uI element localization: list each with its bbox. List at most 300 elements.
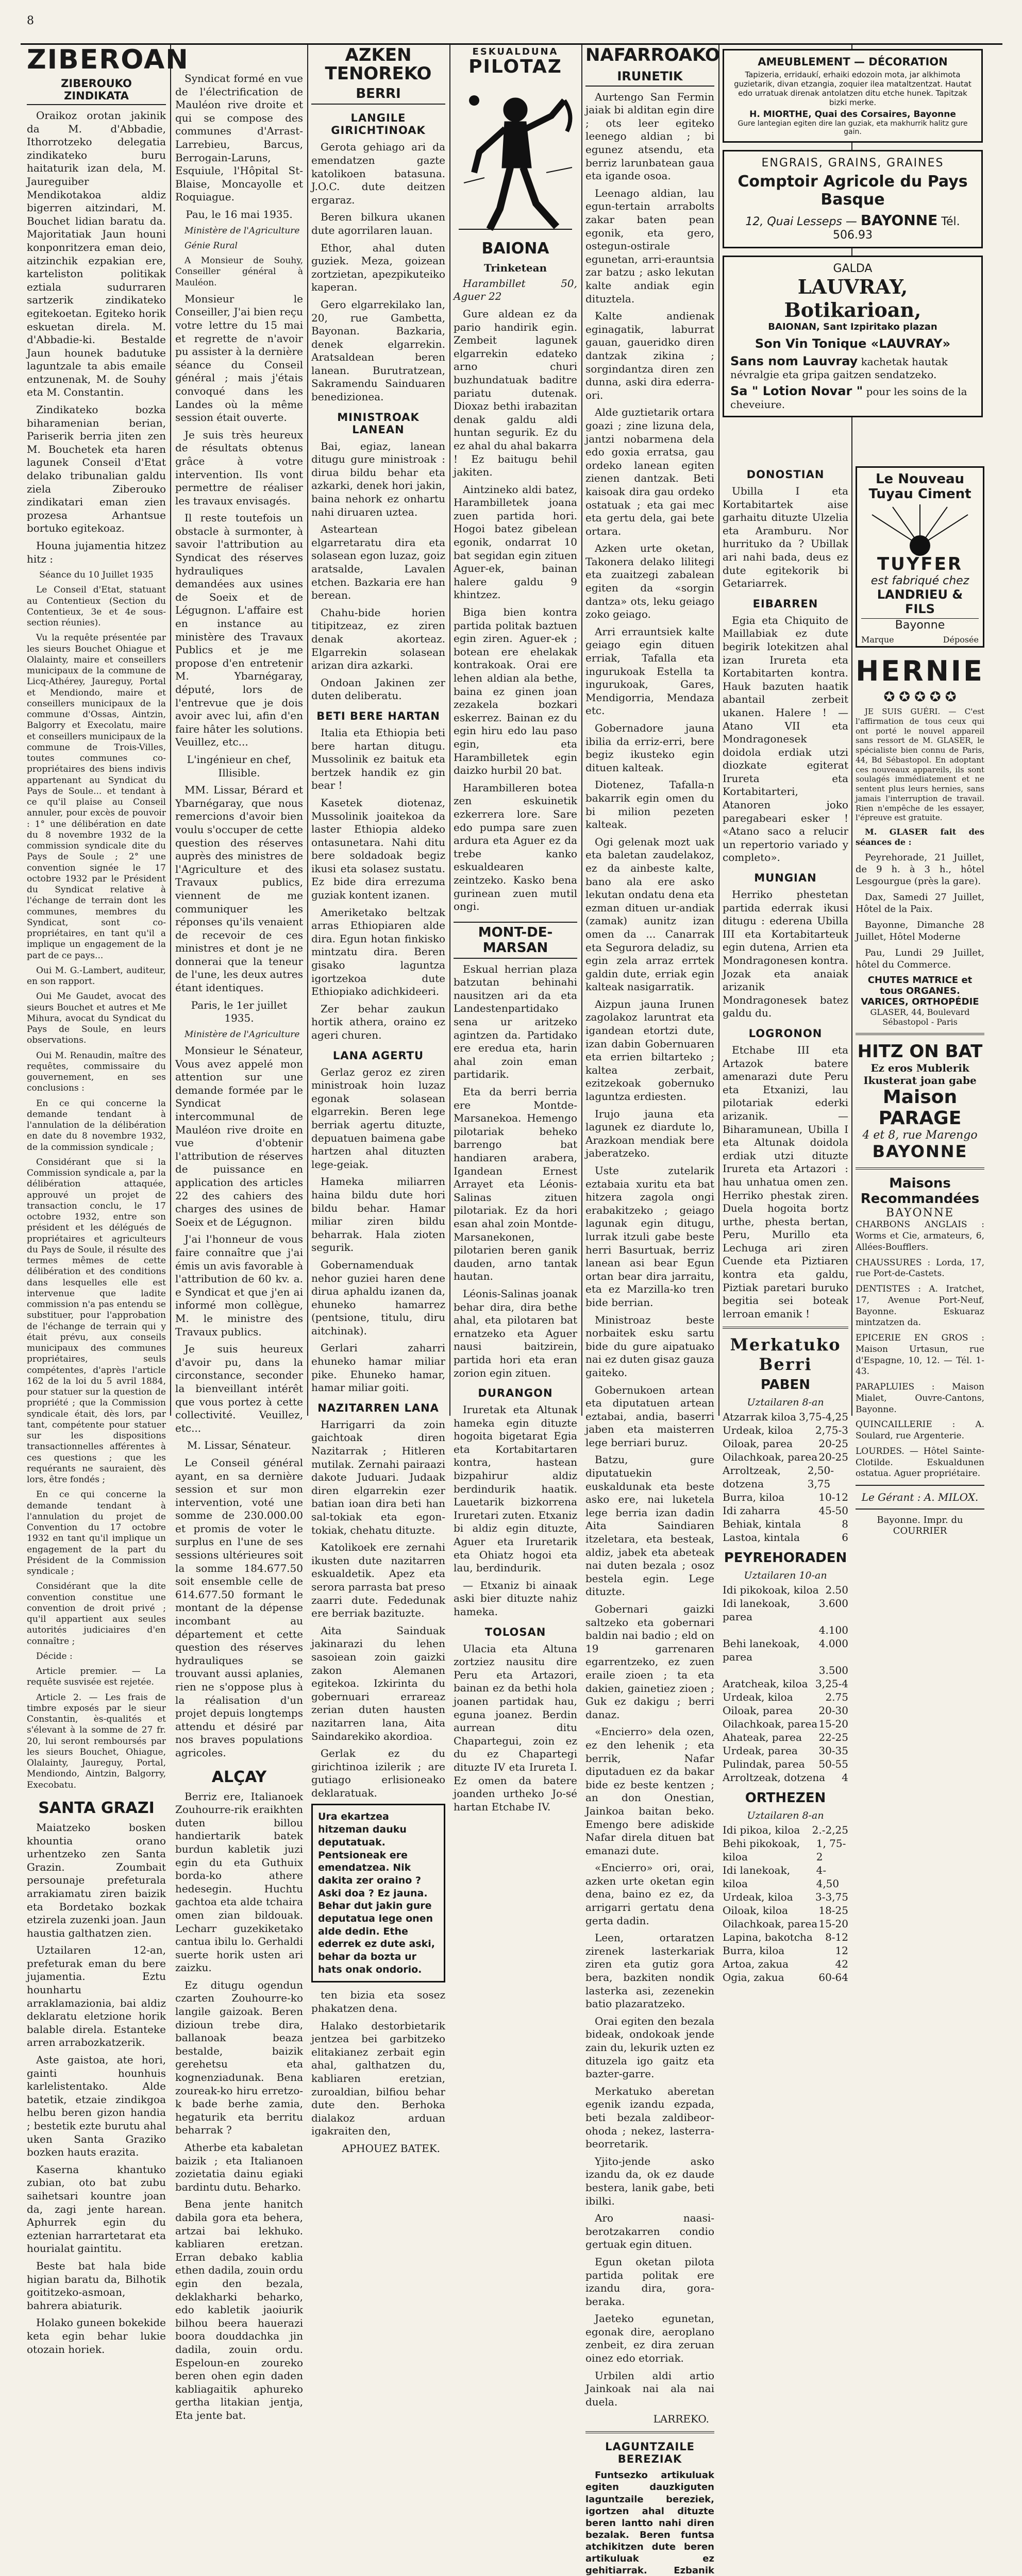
ad-product: Sa " Lotion Novar " bbox=[730, 384, 863, 398]
article-paragraph: Katolikoek ere zernahi ikusten dute nazitarren eskualdetik. Apez eta serora parrasta bat preso zaarri dute. Fededunak ere berriak bazituzte. bbox=[311, 1541, 445, 1620]
ad-address: BAIONAN, Sant Izpiritako plazan bbox=[768, 321, 937, 332]
article-paragraph: Aintzineko aldi batez, Harambilletek joana zuen partida hori. Hogoi batez gibelean egonik, ondarrat 10 bat segidan egin zituen Aguer-ek, bainan halere galdu 9 khintzez. bbox=[454, 483, 577, 601]
directory-entry: PARAPLUIES : Maison Mialet, Ouvre-Cantons, Bayonne. bbox=[856, 1382, 984, 1415]
section-title: NAZITARREN LANA bbox=[317, 1401, 439, 1414]
article-paragraph: Halako destorbietarik jentzea bei garbitzeko elitakianez zerbait egin ahal, galthatzen du, kabliaren eretzian, zuroaldian, bilfiou behar dute den. Berhoka dialakoz arduan igakraiten den, bbox=[311, 2019, 445, 2138]
ad-address: 4 et 8, rue Marengo bbox=[862, 1129, 978, 1142]
article-paragraph: Le Conseil général ayant, en sa dernière session et sur mon intervention, voté une somme de 230.000.00 et promis de voter le surplus en l'une de ses sessions ultérieures soit la somme 184.677.50 soit ensemble celle de 614.677.50 formant le montant de la dépense incombant au département et cette question des réserves hydrauliques se trouvant aussi aplanies, rien ne s'oppose plus à la réalisation d'un projet depuis longtemps attendu et désiré par nos braves populations agricoles. bbox=[175, 1456, 303, 1759]
article-paragraph: Monsieur le Sénateur, Vous avez appelé mon attention sur une demande formée par le Syndicat intercommunal de Mauléon rive droite en vue d'obtenir l'attribution de réserves de puissance en application des articles 22 des cahiers des charges des usines de Soeix et de Légugnon. bbox=[175, 1044, 303, 1228]
market-item: Burra, kiloa bbox=[723, 1491, 785, 1504]
divider bbox=[856, 1167, 984, 1170]
market-row bbox=[723, 1971, 848, 1984]
article-paragraph: Aro naasi-berotzakarren condio gertuak egin dituen. bbox=[585, 2212, 714, 2251]
column-syndicat bbox=[175, 72, 303, 2421]
market-item: Behiak, kintala bbox=[723, 1518, 801, 1531]
section-title: BERRI bbox=[311, 86, 445, 105]
market-price: 4.100 bbox=[818, 1624, 848, 1637]
market-row bbox=[723, 1717, 848, 1731]
gerant: Le Gérant : A. MILOX. bbox=[861, 1491, 979, 1504]
market-row bbox=[723, 1930, 848, 1944]
ad-text: CHUTES MATRICE et tous ORGANES. VARICES, ORTHOPÉDIE bbox=[861, 975, 979, 1008]
article-paragraph: Orai egiten den bezala bideak, ondokoak jende zain du, lekurik uzten ez dituzela igo gaitz eta bazter-garre. bbox=[585, 2014, 714, 2080]
market-price: 45-50 bbox=[818, 1504, 848, 1517]
article-paragraph: En ce qui concerne la demande tendant à l'annulation du projet de Convention du 17 octobre 1932 en tant qu'il implique un engagement de la part du Président de la Commission syndicale ; bbox=[27, 1489, 166, 1577]
market-item: Idi lanekoak, kiloa bbox=[723, 1864, 791, 1890]
market-item: Oiloak, kiloa bbox=[723, 1904, 788, 1917]
market-item: Atzarrak kiloa bbox=[723, 1411, 796, 1423]
market-item: Urdeak, kiloa bbox=[723, 1424, 793, 1437]
article-paragraph: Holako guneen bokekide keta egin behar lukie otozain horiek. bbox=[27, 2316, 166, 2355]
article-paragraph: MM. Lissar, Bérard et Ybarnégaray, que nous remercions d'avoir bien voulu s'occuper de cette question des réserves auprès des ministres de l'Agriculture et des Travaux publics, viennent de me communiquer les réponses qu'ils venaient de recevoir de ces ministres et dont je ne donnerai que la teneur de l'une, les deux autres étant identiques. bbox=[175, 784, 303, 994]
article-paragraph: Je suis très heureux de résultats obtenus grâce à votre intervention. Ils vont permettre de réaliser les travaux envisagés. bbox=[175, 428, 303, 507]
section-title: LANGILE GIRICHTINOAK bbox=[331, 112, 426, 137]
market-item: Oiloak, parea bbox=[723, 1704, 793, 1717]
sun-emblem-icon bbox=[862, 504, 978, 551]
market-row bbox=[723, 1731, 848, 1744]
column-ads-right bbox=[856, 466, 984, 1537]
market-price: 20-25 bbox=[818, 1437, 848, 1450]
article-paragraph: «Encierro» ori, orai, azken urte oketan egin dena, baino ez ez, da arrigarri gertatu dena gerta dadin. bbox=[585, 1861, 714, 1927]
market-price: 60-64 bbox=[818, 1971, 848, 1984]
market-item: Idi pikokoak, kiloa bbox=[723, 1584, 819, 1597]
medal-icon: ✪ bbox=[899, 689, 911, 705]
article-paragraph: Harambillet 50, Aguer 22 bbox=[454, 277, 577, 303]
market-row bbox=[723, 1677, 848, 1690]
article-paragraph: Egun oketan pilota partida politak ere izandu dira, gora-beraka. bbox=[585, 2255, 714, 2308]
section-title: MONT-DE-MARSAN bbox=[454, 922, 577, 959]
article-paragraph: Italia eta Ethiopia beti bere hartan ditugu. Mussolinik ez baituk eta bertzek handik ez gin bear ! bbox=[311, 726, 445, 792]
divider bbox=[585, 2431, 714, 2433]
ad-shop: H. MIORTHE, Quai des Corsaires, Bayonne bbox=[749, 109, 956, 120]
market-date: Uztailaren 8-an bbox=[747, 1810, 824, 1822]
ad-text: JE SUIS GUÉRI. — C'est l'affirmation de tous ceux qui ont porté le nouvel appareil sans ressort de M. GLASER, le spécialiste bien connu de Paris, 44, Bd Sébastopol. En adoptant ces nouveaux appareils, ils sont soulagés immédiatement et ne sentent plus leurs hernies, sans jamais l'interruption de travail. Rien n'empêche de les essayer, l'épreuve est gratuite. bbox=[856, 707, 984, 823]
divider bbox=[723, 1327, 848, 1329]
section-title: ZIBEROUKO ZINDIKATA bbox=[27, 77, 166, 105]
market-date: Uztailaren 10-an bbox=[744, 1570, 827, 1582]
directory-entry: CHARBONS ANGLAIS : Worms et Cie, armateurs, 6, Allées-Boufflers. bbox=[856, 1219, 984, 1252]
ad-text: GLASER, 44, Boulevard Sébastopol - Paris bbox=[870, 1007, 970, 1027]
ad-text: Tapizeria, erridaukí, erhaiki edozoin mota, jar alkhimota guzietarik, divan etzangia, zoquier ilea mataltzentzat. Hautat edo urratuak direnak antolatzen ditu etche hunek. Tapitzak bizki merke. bbox=[734, 70, 971, 107]
ads-top bbox=[723, 49, 983, 411]
ad-line bbox=[730, 384, 975, 411]
ad-mark-row bbox=[861, 635, 979, 645]
market-row bbox=[723, 1757, 848, 1771]
ad-tuyau bbox=[856, 466, 984, 648]
ad-line: Son Vin Tonique «LAUVRAY» bbox=[755, 336, 951, 351]
article-paragraph: Alde guztietarik ortara goazi ; zine lizuna dela, jantzi nobarmena dela edo goxia erratsa, gau ordeko lanean egiten zienen dantzak. Beti kaisoak dira gau ordeko ostatuak ; eta gai mec eta gertu dela, gai bete ortara. bbox=[585, 406, 714, 537]
article-paragraph: Pau, le 16 mai 1935. bbox=[186, 208, 293, 221]
article-paragraph: Aita Sainduak jakinarazi du lehen sasoiean zoin gaizki zakon Alemanen egitekoa. Izkirinta du gobernuari errareaz zerian duten hausten nazitarren lana, Aita Saindarekiko akordioa. bbox=[311, 1624, 445, 1742]
article-paragraph: Merkatuko aberetan egenik izandu ezpada, beti bezala zaldibeor-ohoda ; nekez, lasterra-beorretarik. bbox=[585, 2084, 714, 2150]
article-paragraph: Séance du 10 Juillet 1935 bbox=[39, 570, 154, 581]
market-row bbox=[723, 1410, 848, 1423]
article-paragraph: Egia eta Chiquito de Maillabiak ez dute begirik lotekitzen ahal izan Irureta eta Kortabitarten kontra. Hauk bazuten haatik abantail zerbeit ukanen. Halere ! — Atano VII eta Mondragonesek doidola erdiak utzi diozkate egiterat Irureta eta Kortabitarteri, Atanoren joko paregabeari esker ! «Atano saco a relucir un repertorio variado y completo». bbox=[723, 614, 848, 864]
article-paragraph: M. Lissar, Sénateur. bbox=[187, 1439, 292, 1452]
medal-icon: ✪ bbox=[929, 689, 941, 705]
article-paragraph: Gobernamenduak nehor guziei haren dene dirua aphaldu izanen da, ehuneko hamarrez (pentsione, titulu, diru aitchinak). bbox=[311, 1258, 445, 1337]
article-paragraph: Gobernadore jauna ibilia da erriz-erri, bere begiz ikusteko egin dituen kalteak. bbox=[585, 722, 714, 774]
article-paragraph: Considérant que si la Commission syndicale a, par la délibération attaquée, approuvé un projet de transaction conclu, le 17 octobre 1932, entre son président et les délégués de propriétaires et agriculteurs du Pays de Soule, il résulte des termes mêmes de cette délibération et des conditions dans lesquelles elle est intervenue que ladite commission n'a pas entendu se substituer, pour l'approbation de l'échange de terrain qui y était prévu, aux conseils municipaux des communes propriétaires, seuls compétentes, d'après l'article 162 de la loi du 5 avril 1884, pour statuer sur la question de propriété ; que la Commission syndicale était, dès lors, par tant, compétente pour statuer sur les dispositions transactionnelles afférentes à ces questions ; que les requérants ne sauraient, dès lors, être fondés ; bbox=[27, 1157, 166, 1485]
article-paragraph: Ministère de l'Agriculture bbox=[185, 225, 300, 236]
article-paragraph: Etchabe III eta Artazok batere amenarazi dute Peru eta Etxanizi, lau pilotariak ederki arizanik. — Biharamunean, Ubilla I eta Altunak doidola erdiak utzi dituzte Irureta eta Artazori : hau unhatua omen zen. Herriko phestak ziren. Duela hogoita bortz urthe, phesta bertan, Peru, Murillo eta Lechuga ari ziren Cuende eta Piztiaren kontra eta galdu, Piztiak paretari buruko begitia sei boteak lerroan emanik ! bbox=[723, 1043, 848, 1320]
section-title: IRUNETIK bbox=[585, 69, 714, 87]
market-row bbox=[723, 1890, 848, 1904]
column-azken-tenoreko bbox=[311, 44, 445, 2155]
article-paragraph: Houna jujamentia hitzez hitz : bbox=[27, 539, 166, 565]
ad-ameublement bbox=[723, 49, 983, 143]
article-paragraph: Ulacia eta Altuna zortziez nausitu dire Peru eta Artazori, bainan ez da bethi hola joanen partidak hau, eguna joanez. Berdin aurrean ditu Chapartegui, zoin ez du ez Chapartegi dituzte IV eta Irureta I. Ez omen da batere joanden urtheko Jo-sé hartan Etchabe IV. bbox=[454, 1642, 577, 1813]
market-row bbox=[723, 1823, 848, 1837]
ad-text: Pau, Lundi 29 Juillet, hôtel du Commerce. bbox=[856, 947, 984, 971]
ad-text: Gure lantegian egiten dire lan guziak, eta makhurrik halitz gure gain. bbox=[738, 120, 968, 136]
market-price: 8 bbox=[842, 1518, 848, 1531]
market-price: 20-25 bbox=[818, 1451, 848, 1464]
directory-entry: CHAUSSURES : Lorda, 17, rue Port-de-Castets. bbox=[856, 1257, 984, 1279]
ad-lauvray bbox=[723, 256, 983, 417]
article-paragraph: Kalte andienak eginagatik, laburrat gauan, gaueridko diren dantzak zikina ; sorgindantza diren zen dunna, aski dira ederra-ori. bbox=[585, 310, 714, 401]
article-paragraph: Gerlak ez du girichtinoa izilerik ; are gutiago erlisioneako deklaratuak. bbox=[311, 1747, 445, 1799]
directory-entry: EPICERIE EN GROS : Maison Urtasun, rue d'Espagne, 10, 12. — Tél. 1-43. bbox=[856, 1333, 984, 1377]
article-paragraph: Hameka miliarren haina bildu dute hori bildu behar. Hamar miliar ziren bildu beharrak. Hala zioten segurik. bbox=[311, 1175, 445, 1254]
market-price: 2.-2,25 bbox=[812, 1824, 848, 1837]
section-title: ALÇAY bbox=[211, 1768, 267, 1786]
ad-name: LAUVRAY, Botikarioan, bbox=[784, 275, 922, 321]
market-price: 4 bbox=[842, 1771, 848, 1784]
ad-city: BAYONNE bbox=[885, 1207, 954, 1220]
market-item: Behi lanekoak, parea bbox=[723, 1637, 800, 1664]
market-price: 3.500 bbox=[818, 1664, 848, 1677]
article-paragraph: Gure aldean ez da pario handirik egin. Zembeit lagunek elgarrekin edateko arno churi buzhundatuak baditre pariatu dutenak. Dioxaz bethi irabazitan denak galdu aldi huntan segurik. Ez du ez ahal du ahal bakarra ! Ez baitugu behil jakiten. bbox=[454, 307, 577, 479]
market-row bbox=[723, 1863, 848, 1890]
market-price: 2,50-3,75 bbox=[807, 1464, 834, 1490]
article-paragraph: Asteartean elgarretaratu dira eta solasean egon luzaz, goiz aratsalde, Lavalen etchen. Bazkaria ere han berean. bbox=[311, 523, 445, 602]
ad-address: 12, Quai Lesseps — BAYONNE Tél. 506.93 bbox=[745, 212, 960, 242]
printer: Bayonne. Impr. du COURRIER bbox=[877, 1515, 963, 1537]
column-rule bbox=[170, 44, 171, 1416]
market-row bbox=[723, 1464, 848, 1490]
ad-name: Comptoir Agricole du Pays Basque bbox=[738, 173, 968, 209]
article-paragraph: Gero elgarrekilako lan, 20, rue Gambetta, Bayonan. Bazkaria, denek elgarrekin. Aratsaldean beren lanean. Burutratzean, Sakramendu Sainduaren benedizionea. bbox=[311, 298, 445, 403]
article-paragraph: Gerota gehiago ari da emendatzen gazte katolikoen batasuna. J.O.C. dute deitzen ergaraz. bbox=[311, 141, 445, 206]
article-paragraph: Uztailaren 12-an, prefeturak eman du bere jujamentia. Eztu hounhartu arraklamazionia, bai aldiz deklaratu eletzione horik balable direla. Estanteke arren arrabozkatzerik. bbox=[27, 1944, 166, 2049]
article-paragraph: Funtsezko artikuluak egiten dauzkiguten laguntzaile bereziek, igortzen ahal dituzte beren lantto nahi diren bezalak. Beren funtsa atchikitzen dute beren artikuluak ez gehitiarrak. Ezbanik bbox=[585, 2470, 714, 2576]
market-row bbox=[723, 1837, 848, 1863]
ad-name: Maison PARAGE bbox=[878, 1087, 962, 1129]
ad-text: Peyrehorade, 21 Juillet, de 9 h. à 3 h., hôtel Lesgourgue (près la gare). bbox=[856, 852, 984, 887]
market-price: 42 bbox=[835, 1958, 848, 1971]
medal-icon: ✪ bbox=[883, 689, 895, 705]
market-table bbox=[723, 1823, 848, 1984]
directory-entry: QUINCAILLERIE : A. Soulard, rue Argenterie. bbox=[856, 1419, 984, 1442]
market-item: Artoa, zakua bbox=[723, 1958, 789, 1971]
article-paragraph: Yjito-jende asko izandu da, ok ez daude bestera, lanik gabe, beti ibilki. bbox=[585, 2155, 714, 2207]
notice-box bbox=[311, 1804, 445, 1982]
ad-title: Maisons Recommandées bbox=[860, 1176, 980, 1207]
signature: APHOUEZ BATEK. bbox=[342, 2142, 440, 2155]
nafarroako-masthead: NAFARROAKO bbox=[585, 45, 720, 65]
market-row bbox=[723, 1490, 848, 1504]
article-paragraph: — Etxaniz bi ainaak aski bier dituzte nahiz hameka. bbox=[454, 1579, 577, 1618]
article-paragraph: Kaserna khantuko zubian, oto bat zubu saihetsari kountre joan da, zagi jente harean. Aphurrek egin du eztenian harrartetarat eta hourialat gaintitu. bbox=[27, 2163, 166, 2255]
column-nafarroako bbox=[585, 44, 720, 2576]
article-paragraph: Ministère de l'Agriculture bbox=[185, 1029, 300, 1040]
ad-mark: Marque bbox=[861, 635, 894, 645]
column-ziberoan bbox=[27, 44, 189, 2355]
article-paragraph: Le Conseil d'Etat, statuant au Contentieux (Section du Contentieux, 3e et 4e sous-section réunies). bbox=[27, 585, 166, 629]
ziberoan-masthead: ZIBEROAN bbox=[27, 44, 189, 75]
market-item: Urdeak, kiloa bbox=[723, 1891, 793, 1904]
divider bbox=[856, 1509, 984, 1510]
ad-phone: Tél. 506.93 bbox=[833, 215, 960, 242]
market-row bbox=[723, 1437, 848, 1450]
ad-city: Bayonne bbox=[861, 618, 979, 632]
article-paragraph: Bena jente hanitch dabila gora eta behera, artzai bai lekhuko. kabliaren eretzan. Erran debako kablia ethen dadila, zouin ordu egin den bezala, deklakharki beharko, edo kabletik jaoiurik bilhou beera hauerazi boora douddachka jin dadila, zouin ordu. Espeloun-en zoureko beren ohen egin daden kabliagaitik aphureko gertha litakian jentja, Eta jente bat. bbox=[175, 2198, 303, 2421]
market-row bbox=[723, 1690, 848, 1704]
section-title: DONOSTIAN bbox=[746, 468, 825, 481]
article-paragraph: Syndicat formé en vue de l'électrification de Mauléon rive droite et qui se compose des communes d'Arrast-Larrebieu, Barcus, Berrogain-Laruns, Esquiule, l'Hôpital St-Blaise, Moncayolle et Roquiague. bbox=[175, 72, 303, 204]
article-paragraph: «Encierro» dela ozen, ez den lehenik ; eta berrik, Nafar diputaduen ez da bakar bide ez beste kentzen ; an don Onestian, Jainkoa baitan beko. Emengo bere adiskide Nafar direla dituen bat emanazi dute. bbox=[585, 1725, 714, 1857]
section-title: EIBARREN bbox=[752, 597, 818, 610]
market-item: Oiloak, parea bbox=[723, 1437, 793, 1450]
market-date: Uztailaren 8-an bbox=[747, 1397, 824, 1409]
market-price: 3.600 bbox=[818, 1597, 848, 1610]
market-row bbox=[723, 1583, 848, 1597]
market-row bbox=[723, 1704, 848, 1717]
market-item: Arroltzeak, dotzena bbox=[723, 1771, 826, 1784]
market-price: 30-35 bbox=[818, 1744, 848, 1757]
ad-text: pour les soins de la cheveiure. bbox=[730, 385, 967, 411]
article-paragraph: Gerlaz geroz ez ziren ministroak hoin luzaz egonak solasean elgarrekin. Beren lege berriak agertu dituzte, depuatuen baimena gabe hartzen ahal dituzten lege-geiak. bbox=[311, 1065, 445, 1171]
article-paragraph: Irujo jauna eta lagunek ez diardute lo, Arazkoan mendiak bere jaberatzeko. bbox=[585, 1107, 714, 1160]
article-paragraph: Harambilleren botea zen eskuinetik ezkerrera lore. Sare edo pumpa sare zuen ardura eta Aguer ez da trebe kanko eskualdearen zeintzeko. Kasko bena gurinean zuen mutil ongi. bbox=[454, 781, 577, 913]
market-price: 18-25 bbox=[818, 1904, 848, 1917]
notice-text: Ura ekartzea hitzeman dauku deputatuak. Pentsioneak ere emendatzea. Nik dakita zer oraino ? Aski doa ? Ez jauna. Behar dut jakin gure deputatua lege onen alde dedin. Ethe ederrek ez dute aski, behar da bozta ur hats onak ondorio. bbox=[318, 1811, 435, 1975]
article-paragraph: L'ingénieur en chef, Illisible. bbox=[187, 753, 292, 779]
market-row bbox=[723, 1957, 848, 1971]
article-paragraph: Il reste toutefois un obstacle à surmonter, à savoir l'attribution au Syndicat des réserves hydrauliques demandées aux usines de Soeix et de Légugnon. L'affaire est en instance au ministère des Travaux Publics et je me propose d'en entretenir M. Ybarnégaray, député, lors de l'entrevue que je dois avoir avec lui, afin d'en faire hâter les solutions. Veuillez, etc... bbox=[175, 512, 303, 749]
directory-entry: LOURDES. — Hôtel Sainte-Clotilde. Eskualdunen ostatua. Aguer propriétaire. bbox=[856, 1446, 984, 1479]
article-paragraph: Urbilen aldi artio Jainkoak nai ala nai duela. bbox=[585, 2369, 714, 2408]
article-paragraph: En ce qui concerne la demande tendant à l'annulation de la délibération en date du 8 novembre 1932, de la commission syndicale ; bbox=[27, 1098, 166, 1153]
column-pilotaz bbox=[454, 44, 577, 1813]
ad-city: BAYONNE bbox=[872, 1142, 968, 1162]
market-item: Aratcheak, kiloa bbox=[723, 1677, 808, 1690]
section-title: TOLOSAN bbox=[484, 1625, 546, 1638]
article-paragraph: Oui M. G.-Lambert, auditeur, en son rapport. bbox=[27, 965, 166, 987]
column-rule bbox=[718, 44, 719, 1416]
market-row bbox=[723, 1450, 848, 1464]
ad-brand: TUYFER bbox=[877, 554, 963, 575]
hernie-title: HERNIE bbox=[856, 655, 984, 687]
market-item: Lapina, bakotcha bbox=[723, 1931, 813, 1944]
article-paragraph: Oui Me Gaudet, avocat des sieurs Bouchet et autres et Me Mihura, avocat du Syndicat du Pays de Soule, en leurs observations. bbox=[27, 991, 166, 1046]
ad-text: kachetak hautak névralgie eta gripa gaitzen sendatzeko. bbox=[730, 355, 948, 381]
market-row bbox=[723, 1623, 848, 1637]
market-price: 2.50 bbox=[825, 1584, 848, 1597]
market-price: 15-20 bbox=[818, 1718, 848, 1731]
market-town: PEYREHORADEN bbox=[724, 1550, 847, 1566]
market-price: 20-30 bbox=[818, 1704, 848, 1717]
market-row bbox=[723, 1664, 848, 1677]
ad-comptoir bbox=[723, 150, 983, 248]
article-paragraph: Considérant que la dite convention constitue une convention de droit privé ; qu'il appartient aux seules autorités judiciaires d'en connaître ; bbox=[27, 1581, 166, 1647]
article-paragraph: Gerlari zaharri ehuneko hamar miliar pike. Ehuneko hamar, hamar miliar goiti. bbox=[311, 1342, 445, 1394]
divider bbox=[856, 1485, 984, 1486]
market-price: 3,25-4 bbox=[815, 1677, 848, 1690]
article-paragraph: Ameriketako beltzak arras Ethiopiaren alde dira. Egun hotan finkisko mintzatu dira. Beren gisako laguntza igortzekoa dute Ethiopiako adichkideeri. bbox=[311, 906, 445, 998]
article-paragraph: Azken urte oketan, Takonera delako lilitegi eta zuaitzegi zabalean egiten da «sorgin dantza» ots, leku geiago zoko geiago. bbox=[585, 542, 714, 621]
directory-entry: DENTISTES : A. Iratchet, 17, Avenue Port-Neuf, Bayonne. Eskuaraz mintzatzen da. bbox=[856, 1284, 984, 1328]
market-row bbox=[723, 1944, 848, 1957]
article-paragraph: Beste bat hala bide higian baratu da, Bilhotik goititzeko-asmoan, bahrera abiaturik. bbox=[27, 2259, 166, 2312]
article-paragraph: Ogi gelenak mozt uak eta baletan zaudelakoz, ez da ainbeste kalte, bano ala ere asko lekutan ondatu dena eta ezman dituen ur-andiak (zamak) aunitz izan omen da ... Canarrak eta Segurora deladiz, su egin zela arraz errtek galdin dute, erriak egin kalteak nasigarratik. bbox=[585, 835, 714, 993]
article-paragraph: Harrigarri da zoin gaichtoak diren Nazitarrak ; Hitleren mutilak. Zernahi pairaazi dakote Juduari. Judaak diren elgarrekin ezer batian ioan dira beti han sal-tokiak eta egon-tokiak, chehatu dituzte. bbox=[311, 1418, 445, 1536]
market-price: 6 bbox=[842, 1531, 848, 1544]
pelota-player-illustration bbox=[454, 80, 577, 234]
market-item: Oilachkoak, parea bbox=[723, 1918, 818, 1930]
article-paragraph: Ethor, ahal duten guziek. Meza, goizean zortzietan, apezpikuteiko kaperan. bbox=[311, 241, 445, 294]
ad-maker: LANDRIEU & FILS bbox=[877, 587, 963, 617]
article-paragraph: Gobernukoen artean eta diputatuen artean eztabai, andia, baserri jaben eta maisterren lege berriari buruz. bbox=[585, 1383, 714, 1449]
divider bbox=[856, 1033, 984, 1035]
market-price: 4-4,50 bbox=[816, 1864, 840, 1890]
ad-title: AMEUBLEMENT — DÉCORATION bbox=[758, 56, 948, 68]
article-paragraph: Monsieur le Conseiller, J'ai bien reçu votre lettre du 15 mai et regrette de n'avoir pu assister à la dernière séance du Conseil général ; mais j'étais convoqué dans les Landes où la même session était ouverte. bbox=[175, 292, 303, 424]
ad-text: M. GLASER fait des séances de : bbox=[856, 827, 984, 847]
article-paragraph: Maiatzeko bosken khountia orano urhentzeko zen Santa Grazin. Zoumbait persounaje prefeturala arrakiamatu ziren baizik eta Bordetako bozkak etzirela zuzenki joan. Jaun haustia galthatzen zien. bbox=[27, 1821, 166, 1939]
market-price: 12 bbox=[835, 1944, 848, 1957]
pilotaz-masthead: PILOTAZ bbox=[468, 56, 562, 77]
article-paragraph: Batzu, gure diputatuekin euskaldunak eta beste asko ere, nai luketela lege berria izan dadin Aita Saindiaren itzeletara, eta besteak, aldiz, jabek eta abeteak nai duten bezala ; osoz bestela egin. Lege dituzte. bbox=[585, 1453, 714, 1598]
section-title: LANA AGERTU bbox=[332, 1049, 424, 1062]
market-price: 1, 75-2 bbox=[816, 1837, 846, 1863]
article-paragraph: Atherbe eta kabaletan baizik ; eta Italianoen zozietatia dainu egiaki bardintu dutu. Beharko. bbox=[175, 2141, 303, 2193]
market-price: 15-20 bbox=[818, 1918, 848, 1930]
article-paragraph: Paris, le 1er juillet 1935. bbox=[191, 998, 288, 1025]
eskualduna-label: ESKUALDUNA bbox=[472, 46, 559, 57]
market-item: Ogia, zakua bbox=[723, 1971, 784, 1984]
market-row bbox=[723, 1423, 848, 1437]
article-paragraph: Je suis heureux d'avoir pu, dans la circonstance, seconder la bienveillant intérêt que vous portez à cette collectivité. Veuillez, etc... bbox=[175, 1343, 303, 1434]
section-title: BAIONA bbox=[481, 239, 549, 258]
article-paragraph: Iruretak eta Altunak hameka egin dituzte hogoita bigetarat Egia eta Kortabitartaren kontra, hastean bizpahirur aldiz berdindurik haatik. Lauetarik bizkorrena Iruretari zuten. Etxaniz bi aldiz egin dituzte, Aguer eta Iruretarik eta Ohiatz hogoi eta lau, berdindurik. bbox=[454, 1403, 577, 1574]
article-paragraph: Décide : bbox=[36, 1651, 73, 1662]
article-paragraph: Herriko phestetan partida ederrak ikusi ditugu : ederena Ubilla III eta Kortabitarteuk egin dutena, Arrien eta Mondragonesen kontra. Jozak eta anaiak arizanik Mondragonesek batez galdu du. bbox=[723, 888, 848, 1020]
section-title: BETI BERE HARTAN bbox=[316, 709, 440, 722]
ad-title: Le Nouveau Tuyau Ciment bbox=[868, 471, 971, 502]
market-item: Pulindak, parea bbox=[723, 1758, 805, 1771]
market-price: 2,75-3 bbox=[815, 1424, 848, 1437]
ad-city: BAYONNE bbox=[860, 212, 938, 229]
market-row bbox=[723, 1517, 848, 1531]
azken-tenoreko-masthead: AZKEN TENOREKO bbox=[325, 45, 432, 84]
market-item: Behi pikokoak, kiloa bbox=[723, 1837, 800, 1863]
signature: LARREKO. bbox=[653, 2413, 709, 2426]
section-subtitle: Trinketean bbox=[483, 261, 547, 274]
article-paragraph: Chahu-bide horien titipitzeaz, ez ziren denak akorteaz. Elgarrekin solasean arizan dira azkarki. bbox=[311, 606, 445, 672]
article-paragraph: Zer behar zaukun hortik athera, oraino ez ageri churen. bbox=[311, 1002, 445, 1041]
article-paragraph: Ez ditugu ogendun czarten Zouhourre-ko langile gaizoak. Beren dizioun trebe dira, ballanoak beaza bestalde, baizik gerehetsu eta kognenziadunak. Bena zoureak-ko hiru erretzo-k bade berhe zamia, hegaturik eta berritu beharrak ? bbox=[175, 1978, 303, 2137]
article-paragraph: Diotenez, Tafalla-n bakarrik egin omen du bi milion pezeten kalteak. bbox=[585, 778, 714, 831]
market-item: Urdeak, kiloa bbox=[723, 1691, 793, 1704]
article-paragraph: Beren bilkura ukanen dute agorrilaren lauan. bbox=[311, 211, 445, 236]
section-title: LOGRONON bbox=[748, 1027, 823, 1040]
ad-street: 12, Quai Lesseps bbox=[745, 215, 842, 228]
market-item: Idi zaharra bbox=[723, 1504, 780, 1517]
market-row bbox=[723, 1531, 848, 1544]
article-paragraph: ten bizia eta sosez phakatzen dena. bbox=[311, 1989, 445, 2014]
market-row bbox=[723, 1771, 848, 1784]
article-paragraph: Eta da berri berria ere Montde-Marsanekoa. Hemengo pilotariak beheko barrengo bat handiaren arabera, Igandean Ernest Arrayet eta Léonis-Salinas zituen pilotariak. Ez da hori esan ahal zoin Montde-Marsanekonen, pilotarien beren ganik dauden, arno tantak hautan. bbox=[454, 1086, 577, 1283]
market-table bbox=[723, 1410, 848, 1544]
article-paragraph: Zindikateko bozka biharamenian berian, Pariserik berria jiten zen M. Bouchetek eta haren lagunek Conseil d'Etat delako tribunalian galdu ziela Ziberouko zindikatari eman zien prozesa Arhantsue bortuko egitekoaz. bbox=[27, 403, 166, 535]
article-paragraph: Ministroaz beste norbaitek esku sartu bide du gure aipatuako nai ez duten gisaz gauza gaiteko. bbox=[585, 1313, 714, 1379]
article-paragraph: Léonis-Salinas joanak behar dira, dira bethe ahal, eta pilotaren bat ernatzeko eta Aguer nausi baitzirein, partida hori eta eran zorion egin zituen. bbox=[454, 1287, 577, 1379]
ad-text: Dax, Samedi 27 Juillet, Hôtel de la Paix. bbox=[856, 892, 984, 915]
market-item: Idi lanekoak, parea bbox=[723, 1597, 791, 1623]
section-title: DURANGON bbox=[478, 1387, 553, 1400]
article-paragraph: Bai, egiaz, lanean ditugu gure ministroak : dirua bildu behar eta azkarki, denek hori jakin, baina nehork ez onhartu nahi diruaren uztea. bbox=[311, 439, 445, 518]
ad-text: est fabriqué chez bbox=[870, 574, 969, 588]
article-paragraph: Vu la requête présentée par les sieurs Bouchet Ohiague et Olalainty, maire et conseillers municipaux de la commune de Licq-Athérey, Jaureguy, Portal et Mendiondo, maire et conseillers municipaux de la commune d'Ossas, Aintzin, Balgorry et Execolatu, maire et conseillers municipaux de la commune de Trois-Villes, toutes communes co-propriétaires des biens indivis appartenant au Syndicat du Pays de Soule... et tendant à ce qu'il plaise au Conseil annuler, pour excès de pouvoir : 1° une délibération en date du 8 novembre 1932 de la commission syndicale dite du Pays de Soule ; 2° une convention signée le 17 octobre 1932 par le Président du Syndicat relative à l'échange de terrain dont les communes, membres du Syndicat, sont co-propriétaires, en tant qu'il a implique un engagement de la part de ce pays... bbox=[27, 633, 166, 961]
article-paragraph: Eskual herrian plaza batzutan behinahi nausitzen ari da eta Landestenpartidako sena ur aritzeko agintzen da. Partidako ere eredua eta, harin ahal zoin eman partidarik. bbox=[454, 962, 577, 1081]
market-item: Arroltzeak, dotzena bbox=[723, 1464, 781, 1490]
article-paragraph: Ubilla I eta Kortabitartek aise garhaitu dituzte Ulzelia eta Aramburu. Nor hurrituko da ? Ubillak ari nahi bada, deus ez dute egitekorik bi Getariarrek. bbox=[723, 485, 848, 590]
section-title: SANTA GRAZI bbox=[38, 1799, 155, 1817]
article-paragraph: Ondoan Jakinen zer duten deliberatu. bbox=[311, 676, 445, 702]
article-paragraph: Génie Rural bbox=[185, 240, 238, 251]
article-paragraph: Aste gaistoa, ate hori, gainti hounhuis karlelistentako. Alde batetik, etzaie zindikgoa helbu beren gizon handia ; bestetik ezte burutu ahal uken Santa Graziko bozken hauts erazita. bbox=[27, 2054, 166, 2159]
article-paragraph: Leen, ortaratzen zirenek lasterkariak ziren eta gutiz gora bera, bazkiten nondik lasterka asi, zezenekin batio plazaratzeko. bbox=[585, 1931, 714, 2010]
market-row bbox=[723, 1917, 848, 1930]
market-title: Merkatuko Berri bbox=[730, 1335, 841, 1375]
market-item: Idi pikoa, kiloa bbox=[723, 1824, 800, 1837]
column-rule bbox=[449, 44, 450, 1416]
market-price: 2.75 bbox=[825, 1691, 848, 1704]
market-town: ORTHEZEN bbox=[745, 1790, 826, 1806]
market-row bbox=[723, 1597, 848, 1623]
article-paragraph: Oui M. Renaudin, maître des requêtes, commissaire du gouvernement, en ses conclusions : bbox=[27, 1050, 166, 1094]
section-title: LAGUNTZAILE BEREZIAK bbox=[605, 2441, 695, 2466]
market-table bbox=[723, 1583, 848, 1784]
pelota-player-icon bbox=[454, 80, 577, 234]
market-price: 3,75-4,25 bbox=[799, 1411, 848, 1423]
ad-title: HITZ ON BAT bbox=[857, 1041, 983, 1062]
article-paragraph: J'ai l'honneur de vous faire connaître que j'ai émis un avis favorable à l'attribution de 60 kv. a. e Syndicat et que j'en ai informé mon collègue, M. le ministre des Travaux publics. bbox=[175, 1233, 303, 1338]
article-paragraph: Aurtengo San Fermin jaiak bi alditan egin dire ; ots leer egiteko leenego aldian ; bi egunez atsendu, eta berriz larunbatean gaua eta igande osoa. bbox=[585, 90, 714, 182]
article-paragraph: A Monsieur de Souhy, Conseiller général à Mauléon. bbox=[175, 256, 303, 288]
column-rule bbox=[307, 44, 308, 1416]
article-paragraph: Aizpun jauna Irunen zagolakoz laruntrat eta igandean etortzi dute, izan dabin Gobernuaren eta errien biltarteko ; kaltea zerbait, ezitzekoak gobernuko laguntza erdiesten. bbox=[585, 997, 714, 1103]
market-row bbox=[723, 1904, 848, 1917]
medal-icon: ✪ bbox=[914, 689, 926, 705]
article-paragraph: Jaeteko egunetan, egonak dire, aeroplano zenbeit, ez dira zeruan oinez edo etorriak. bbox=[585, 2312, 714, 2365]
ad-line bbox=[730, 354, 975, 381]
article-paragraph: Kasetek diotenaz, Mussolinik joaitekoa da laster Ethiopia aldeko ontasunetara. Nahi ditu bere soldadoak begiz ikusi eta solasez sustatu. Ez bide dira errezuma guziak kontent izanen. bbox=[311, 796, 445, 902]
market-item: Oilachkoak, parea bbox=[723, 1451, 818, 1464]
market-item: Lastoa, kintala bbox=[723, 1531, 800, 1544]
market-item: Ahateak, parea bbox=[723, 1731, 802, 1744]
ad-title: ENGRAIS, GRAINS, GRAINES bbox=[761, 157, 944, 170]
section-title: MUNGIAN bbox=[754, 872, 817, 885]
article-paragraph: Article premier. — La requête susvisée est rejetée. bbox=[27, 1666, 166, 1688]
column-rule bbox=[581, 44, 582, 1416]
medals-row bbox=[856, 689, 984, 705]
ad-text: Bayonne, Dimanche 28 Juillet, Hôtel Moderne bbox=[856, 920, 984, 943]
market-row bbox=[723, 1504, 848, 1517]
section-title: MINISTROAK LANEAN bbox=[337, 411, 420, 436]
article-paragraph: Uste zutelarik eztabaia xuritu eta bat hitzera zagola ongi erabakitzeko ; geiago lagunak egin ditugu, lurrak itzuli gabe beste herri Basurtuak, berriz lanean asi bear Egun ortan bear dira jarraitu, eta ez Marzilla-ko tren bide berrian. bbox=[585, 1164, 714, 1309]
